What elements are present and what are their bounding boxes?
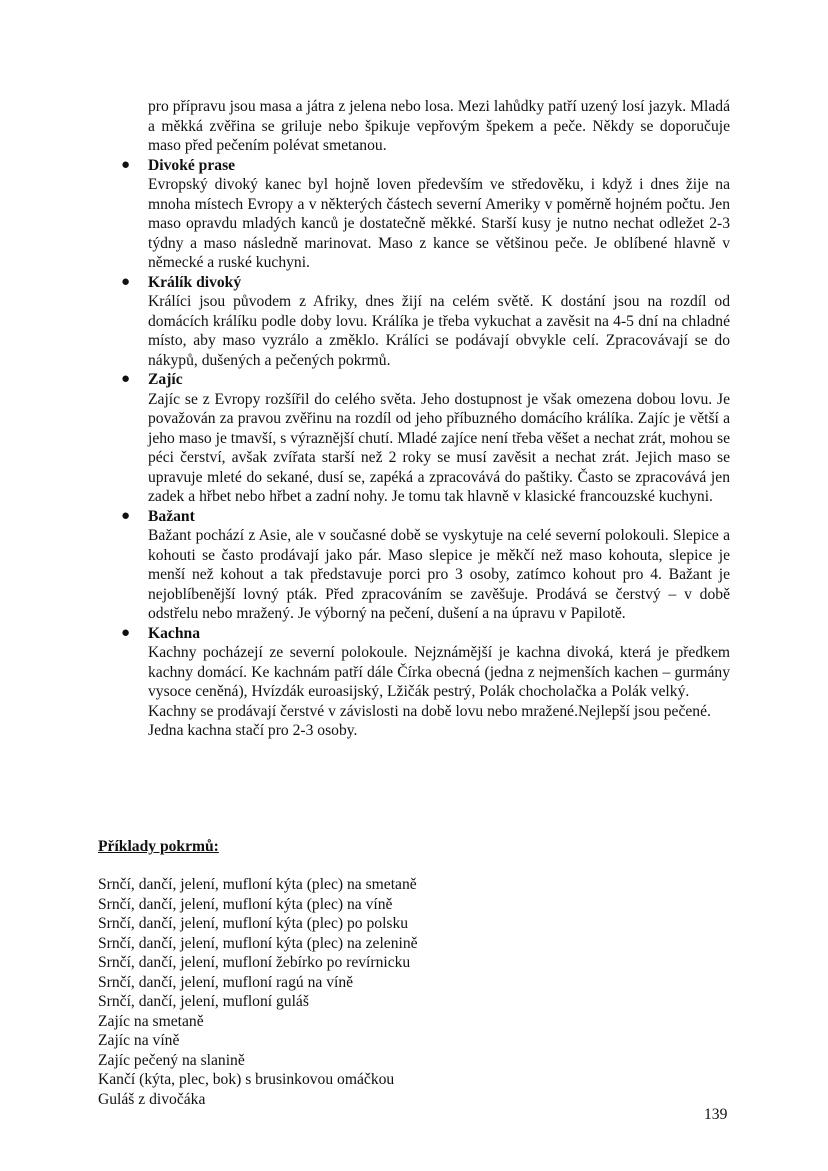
bullet-icon: ● [121, 371, 131, 387]
list-item-kralik-divoky [121, 273, 730, 371]
item-paragraph: Bažant pochází z Asie, ale v současné době se vyskytuje na celé severní polokouli. Slepice a kohouti se často prodávají jako pár. Maso slepice je měkčí než maso kohouta, slepice je menší než kohout a tak představuje porci pro 3 osoby, zatímco kohout pro 4. Bažant je nejoblíbenější lovný pták. Před zpracováním se zavěšuje. Prodává se čerstvý – v době odstřelu nebo mražený. Je výborný na pečení, dušení a na úpravu v Papilotě. [148, 527, 730, 622]
main-content [121, 97, 730, 741]
dish-item: Srnčí, dančí, jelení, mufloní ragú na víně [98, 973, 354, 991]
item-title: Divoké prase [148, 156, 236, 174]
item-paragraph: Evropský divoký kanec byl hojně loven především ve středověku, i když i dnes žije na mnoha místech Evropy a v některých částech severní Ameriky v poměrně hojném počtu. Jen maso opravdu mladých kanců je dostatečně měkké. Starší kusy je nutno nechat odležet 2-3 týdny a maso následně marinovat. Maso z kance se většinou peče. Je oblíbené hlavně v německé a ruské kuchyni. [148, 176, 730, 271]
list-item-bazant [121, 507, 730, 624]
dish-item: Srnčí, dančí, jelení, mufloní kýta (plec) na zelenině [98, 934, 418, 952]
item-title: Bažant [148, 507, 195, 525]
item-title: Zajíc [148, 371, 183, 388]
page-number: 139 [704, 1106, 728, 1123]
dish-item: Zajíc na smetaně [98, 1012, 204, 1030]
dish-item: Zajíc pečený na slanině [98, 1051, 245, 1069]
dish-list [98, 875, 418, 1110]
item-paragraph: Kachny se prodávají čerstvé v závislosti na době lovu nebo mražené.Nejlepší jsou pečené. [148, 702, 711, 720]
section-heading: Příklady pokrmů: [98, 838, 219, 855]
dish-item: Zajíc na víně [98, 1032, 180, 1050]
dish-item: Guláš z divočáka [98, 1091, 206, 1109]
list-item-kachna [121, 624, 730, 741]
item-paragraph: Kachny pocházejí ze severní polokoule. Nejznámější je kachna divoká, která je předkem kachny domácí. Ke kachnám patří dále Čírka obecná (jedna z nejmenších kachen – gurmány vysoce ceněná), Hvízdák euroasijský, Lžičák pestrý, Polák chocholačka a Polák velký. [148, 644, 730, 700]
dish-item: Srnčí, dančí, jelení, mufloní žebírko po revírnicku [98, 954, 411, 972]
item-title: Králík divoký [148, 273, 242, 291]
bullet-icon: ● [121, 624, 131, 641]
intro-paragraph: pro přípravu jsou masa a játra z jelena nebo losa. Mezi lahůdky patří uzený losí jazyk. Mladá a měkká zvěřina se griluje nebo špikuje vepřovým špekem a peče. Někdy se doporučuje maso před pečením polévat smetanou. [148, 98, 730, 154]
item-paragraph: Zajíc se z Evropy rozšířil do celého světa. Jeho dostupnost je však omezena dobou lovu. Je považován za pravou zvěřinu na rozdíl od jeho příbuzného domácího králíka. Zajíc je větší a jeho maso je tmavší, s výraznější chutí. Mladé zajíce není třeba věšet a nechat zrát, mohou se péci čerství, avšak zvířata starší než 2 roky se musí zavěsit a nechat zrát. Jejich maso se upravuje mleté do sekané, dusí se, zapéká a zpracovává do paštiky. Často se zpracovává jen zadek a hřbet nebo hřbet a zadní nohy. Je tomu tak hlavně v klasické francouzské kuchyni. [148, 390, 730, 505]
bullet-icon: ● [121, 156, 131, 173]
bullet-icon: ● [121, 507, 131, 524]
list-item-zajic [121, 370, 730, 507]
item-paragraph: Králíci jsou původem z Afriky, dnes žijí na celém světě. K dostání jsou na rozdíl od domácích králíku podle doby lovu. Králíka je třeba vykuchat a zavěsit na 4-5 dní na chladné místo, aby maso vyzrálo a změklo. Králíci se podávají obvykle celí. Zpracovávají se do nákypů, dušených a pečených pokrmů. [148, 293, 730, 369]
dish-item: Srnčí, dančí, jelení, mufloní kýta (plec) po polsku [98, 915, 409, 933]
dish-item: Srnčí, dančí, jelení, mufloní guláš [98, 993, 309, 1011]
bullet-icon: ● [121, 273, 131, 290]
list-item-divoke-prase [121, 156, 730, 273]
item-paragraph: Jedna kachna stačí pro 2-3 osoby. [148, 722, 358, 739]
dish-item: Kančí (kýta, plec, bok) s brusinkovou omáčkou [98, 1071, 395, 1089]
dish-item: Srnčí, dančí, jelení, mufloní kýta (plec) na víně [98, 895, 393, 913]
item-title: Kachna [148, 624, 200, 642]
dish-item: Srnčí, dančí, jelení, mufloní kýta (plec) na smetaně [98, 876, 417, 893]
